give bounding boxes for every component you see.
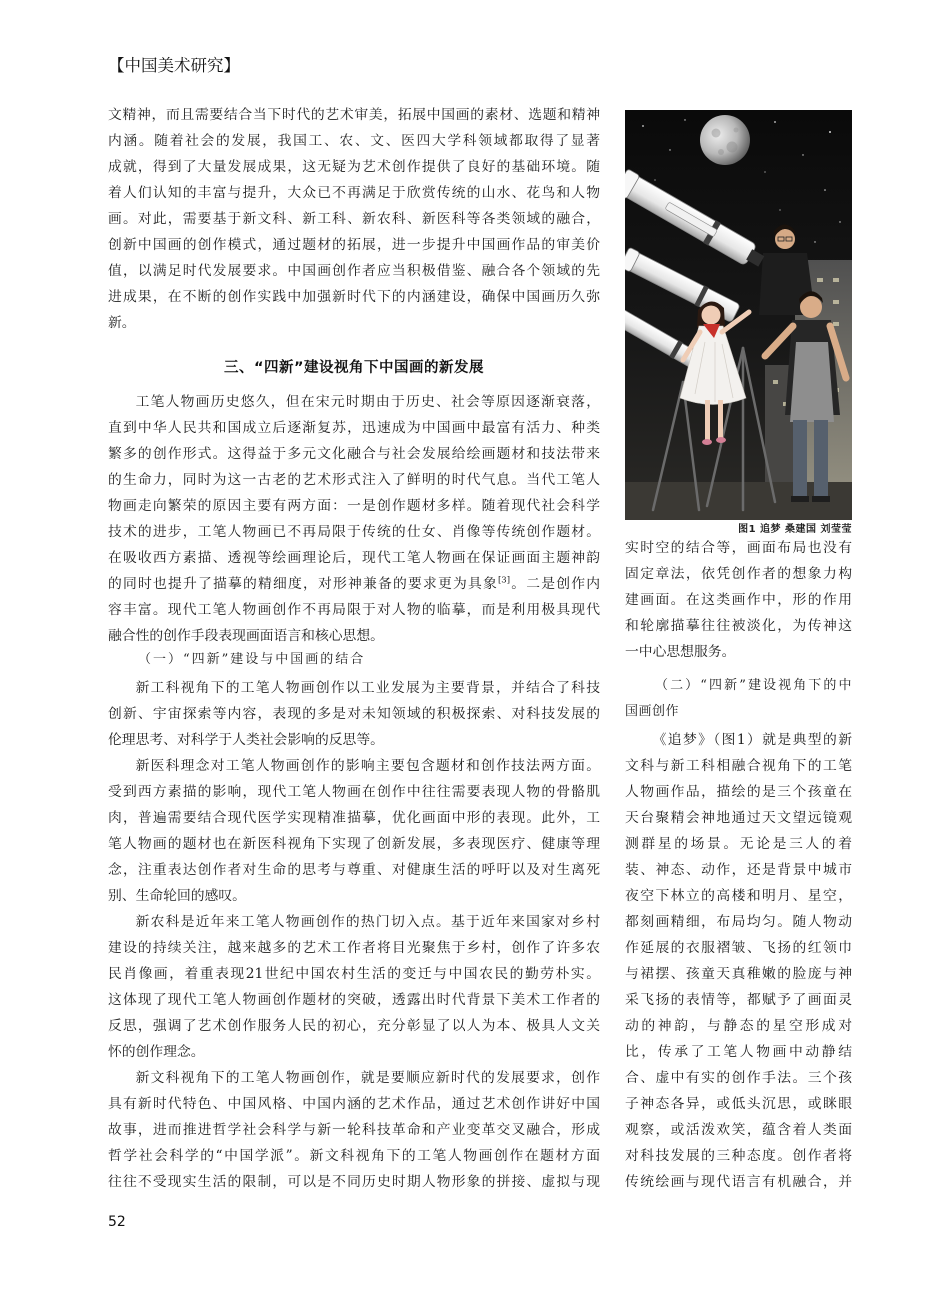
- text-segment: 的同时也提升了描摹的精细度，对形神兼备的要求更为具象: [108, 576, 498, 592]
- text-line: 作延展的衣服褶皱、飞扬的红领巾: [625, 940, 852, 956]
- text-line: 观察，或活泼欢笑，蕴含着人类面: [625, 1122, 852, 1138]
- text-line: 受到西方素描的影响，现代工笔人物画在创作中往往需要表现人物的骨骼肌: [108, 784, 600, 800]
- text-line: 实时空的结合等，画面布局也没有: [625, 540, 852, 556]
- paragraph: [108, 1065, 600, 1195]
- text-line: 固定章法，依凭创作者的想象力构: [625, 566, 852, 582]
- figure-artwork: [625, 110, 852, 520]
- text-line: 融合性的创作手段表现画面语言和核心思想。: [108, 628, 384, 644]
- text-line: 动的神韵，与静态的星空形成对: [625, 1018, 852, 1034]
- paragraph: [108, 909, 600, 1065]
- text-line: 天台聚精会神地通过天文望远镜观: [625, 810, 852, 826]
- paragraph: [108, 389, 600, 649]
- text-line: 比，传承了工笔人物画中动静结: [625, 1044, 852, 1060]
- text-line: 创新中国画的创作模式，通过题材的拓展，进一步提升中国画作品的审美价: [108, 237, 600, 253]
- text-line: 肉，普遍需要结合现代医学实现精准描摹，优化画面中形的表现。此外，工: [108, 810, 600, 826]
- text-line: 往往不受现实生活的限制，可以是不同历史时期人物形象的拼接、虚拟与现: [108, 1174, 600, 1190]
- paragraph: [625, 535, 852, 665]
- figure-caption: 图1 追梦 桑建国 刘莹莹: [738, 524, 852, 535]
- text-line: 笔人物画的题材也在新医科视角下实现了创新发展，多表现医疗、健康等理: [108, 836, 600, 852]
- text-line: 新医科理念对工笔人物画创作的影响主要包含题材和创作技法两方面。: [135, 758, 600, 774]
- journal-header: 【中国美术研究】: [108, 56, 240, 75]
- text-line: 在吸收西方素描、透视等绘画理论后，现代工笔人物画在保证画面主题神韵: [108, 550, 600, 566]
- text-line: 反思，强调了艺术创作服务人民的初心，充分彰显了以人为本、极具人文关: [108, 1018, 600, 1034]
- text-line: 都刻画精细，布局均匀。随人物动: [625, 914, 852, 930]
- citation-ref: [3]: [497, 575, 511, 586]
- text-line: 伦理思考、对科学于人类社会影响的反思等。: [108, 732, 384, 748]
- text-line: 新工科视角下的工笔人物画创作以工业发展为主要背景，并结合了科技: [135, 680, 600, 696]
- text-line: 文精神，而且需要结合当下时代的艺术审美，拓展中国画的素材、选题和精神: [108, 107, 600, 123]
- text-segment: 。二是创作内: [510, 576, 600, 592]
- text-line: 夜空下林立的高楼和明月、星空，: [625, 888, 852, 904]
- paragraph: [625, 727, 852, 1195]
- text-line: 繁多的创作形式。这得益于多元文化融合与社会发展给绘画题材和技法带来: [108, 446, 600, 462]
- text-line: 念，注重表达创作者对生命的思考与尊重、对健康生活的呼吁以及对生离死: [108, 862, 600, 878]
- text-line: 别、生命轮回的感叹。: [108, 888, 246, 904]
- text-line: 对科技发展的三种态度。创作者将: [625, 1148, 852, 1164]
- text-line: 容丰富。现代工笔人物画创作不再局限于对人物的临摹，而是利用极具现代: [108, 602, 600, 618]
- text-line: 内涵。随着社会的发展，我国工、农、文、医四大学科领域都取得了显著: [108, 133, 600, 149]
- text-line: 成就，得到了大量发展成果，这无疑为艺术创作提供了良好的基础环境。随: [108, 159, 600, 175]
- text-line: 进成果，在不断的创作实践中加强新时代下的内涵建设，确保中国画历久弥: [108, 289, 600, 305]
- text-line: 文科与新工科相融合视角下的工笔: [625, 758, 852, 774]
- page-number: 52: [108, 1214, 126, 1230]
- section-heading: 三、“四新”建设视角下中国画的新发展: [223, 360, 485, 376]
- text-line: 合、虚中有实的创作手法。三个孩: [625, 1070, 852, 1086]
- text-line: [108, 571, 600, 597]
- figure-1: [625, 110, 852, 520]
- paragraph: [108, 675, 600, 753]
- text-line: 新农科是近年来工笔人物画创作的热门切入点。基于近年来国家对乡村: [135, 914, 600, 930]
- text-line: 哲学社会科学的“中国学派”。新文科视角下的工笔人物画创作在题材方面: [108, 1148, 600, 1164]
- paragraph: [108, 753, 600, 909]
- text-line: 一中心思想服务。: [625, 644, 736, 660]
- text-line: 建画面。在这类画作中，形的作用: [625, 592, 852, 608]
- text-line: 国画创作: [625, 704, 680, 719]
- text-line: 《追梦》（图1）就是典型的新: [652, 732, 852, 748]
- text-line: 子神态各异，或低头沉思，或眯眼: [625, 1096, 852, 1112]
- text-line: 画。对此，需要基于新文科、新工科、新农科、新医科等各类领域的融合，: [108, 211, 600, 227]
- text-line: 具有新时代特色、中国风格、中国内涵的艺术作品，通过艺术创作讲好中国: [108, 1096, 600, 1112]
- text-line: 这体现了现代工笔人物画创作题材的突破，透露出时代背景下美术工作者的: [108, 992, 600, 1008]
- text-line: 测群星的场景。无论是三人的着: [625, 836, 852, 852]
- text-line: 直到中华人民共和国成立后逐渐复苏，迅速成为中国画中最富有活力、种类: [108, 420, 600, 436]
- text-line: 技术的进步，工笔人物画已不再局限于传统的仕女、肖像等传统创作题材。: [108, 524, 600, 540]
- text-line: 人物画作品，描绘的是三个孩童在: [625, 784, 852, 800]
- text-line: 着人们认知的丰富与提升，大众已不再满足于欣赏传统的山水、花鸟和人物: [108, 185, 600, 201]
- text-line: 的生命力，同时为这一古老的艺术形式注入了鲜明的时代气息。当代工笔人: [108, 472, 600, 488]
- text-line: 建设的持续关注，越来越多的艺术工作者将目光聚焦于乡村，创作了许多农: [108, 940, 600, 956]
- text-line: 采飞扬的表情等，都赋予了画面灵: [625, 992, 852, 1008]
- text-line: 创新、宇宙探索等内容，表现的多是对未知领域的积极探索、对科技发展的: [108, 706, 600, 722]
- text-line: 工笔人物画历史悠久，但在宋元时期由于历史、社会等原因逐渐衰落，: [135, 394, 600, 410]
- text-line: 新文科视角下的工笔人物画创作，就是要顺应新时代的发展要求，创作: [135, 1070, 600, 1086]
- text-line: （二）“四新”建设视角下的中: [655, 678, 852, 693]
- text-line: 物画走向繁荣的原因主要有两方面：一是创作题材多样。随着现代社会科学: [108, 498, 600, 514]
- text-line: 民肖像画，着重表现21世纪中国农村生活的变迁与中国农民的勤劳朴实。: [108, 966, 600, 982]
- text-line: 传统绘画与现代语言有机融合，并: [625, 1174, 852, 1190]
- subsection-heading: （一）“四新”建设与中国画的结合: [138, 652, 366, 667]
- subsection-heading: [625, 673, 852, 725]
- text-line: 和轮廓描摹往往被淡化，为传神这: [625, 618, 852, 634]
- moon: [700, 115, 750, 165]
- text-line: 故事，进而推进哲学社会科学与新一轮科技革命和产业变革交叉融合，形成: [108, 1122, 600, 1138]
- text-line: 怀的创作理念。: [108, 1044, 205, 1060]
- text-line: 装、神态、动作，还是背景中城市: [625, 862, 852, 878]
- text-line: 新。: [108, 315, 136, 331]
- text-line: 值，以满足时代发展要求。中国画创作者应当积极借鉴、融合各个领域的先: [108, 263, 600, 279]
- paragraph: [108, 102, 600, 336]
- text-line: 与裙摆、孩童天真稚嫩的脸庞与神: [625, 966, 852, 982]
